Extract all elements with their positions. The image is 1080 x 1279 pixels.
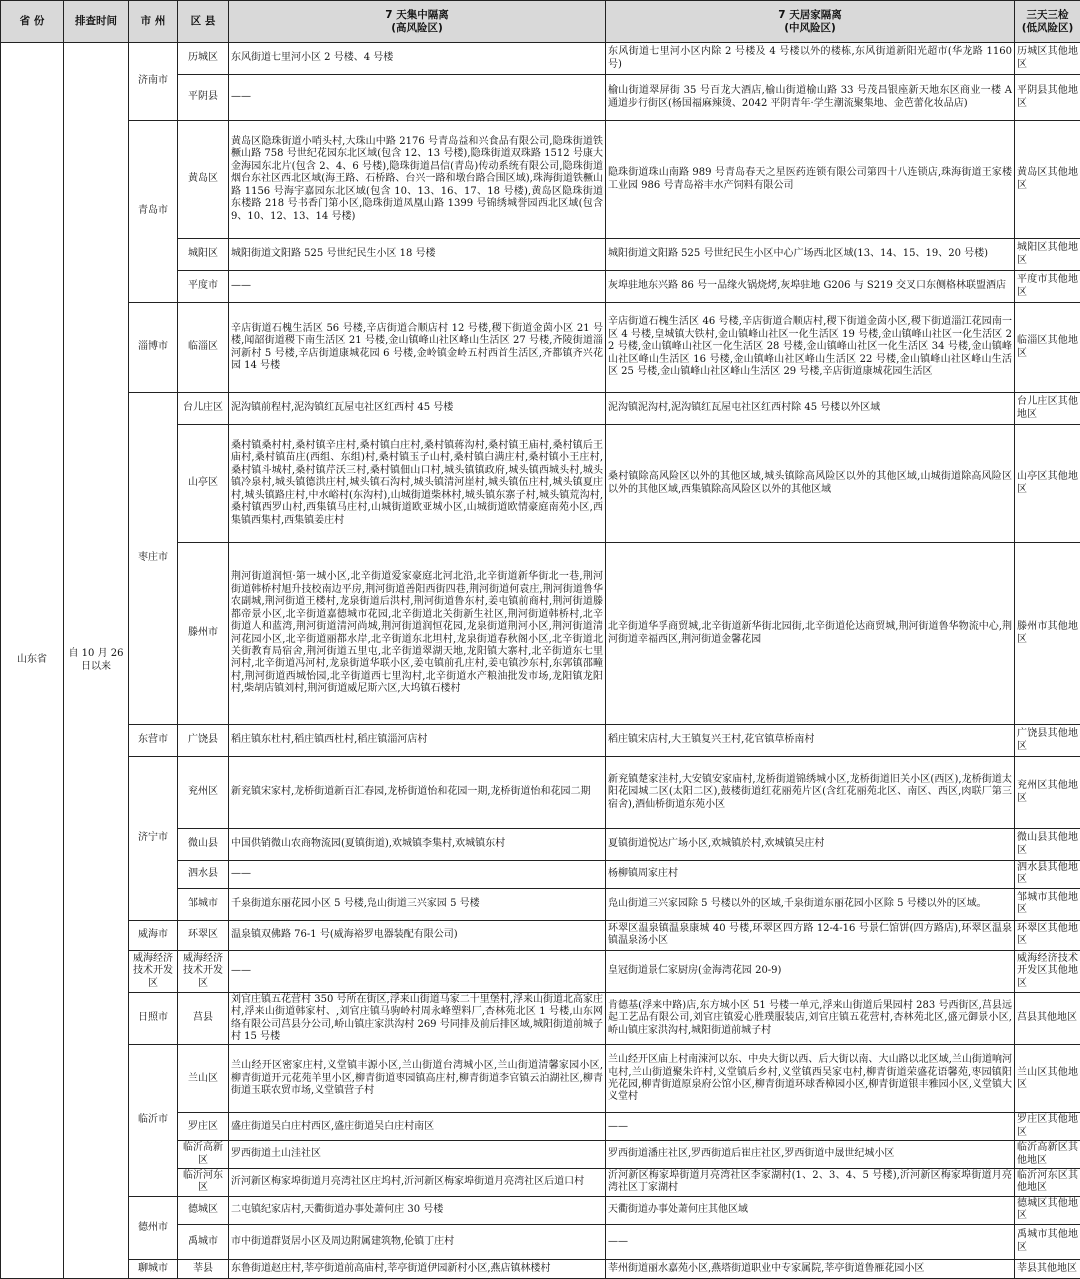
city-cell: 威海市 xyxy=(129,920,178,950)
mid-risk-cell: 桑村镇除高风险区以外的其他区域,城头镇除高风险区以外的其他区域,山城街道除高风险区以外的其他区域,西集镇除高风险区以外的其他区域 xyxy=(606,425,1015,543)
high-risk-cell: 兰山经开区密家庄村,义堂镇丰源小区,兰山街道台湾城小区,兰山街道清馨家园小区,柳青街道开元花苑羊里小区,柳青街道枣园镇高庄村,柳青街道李官镇云泊湖社区,柳青街道玉联农贸市场,义堂镇营子村 xyxy=(229,1045,606,1113)
high-risk-cell: 东风街道七里河小区 2 号楼、4 号楼 xyxy=(229,43,606,75)
district-cell: 德城区 xyxy=(178,1196,229,1224)
mid-risk-cell: 榆山街道翠屏街 35 号百龙大酒店,榆山街道榆山路 33 号茂昌银座新天地东区商业一楼 A 通道步行街区(杨国福麻辣烫、2042 平阴青年·学生潮流聚集地、金芭蕾化妆品店) xyxy=(606,75,1015,121)
header-low-risk: 三天三检 (低风险区) xyxy=(1015,1,1080,43)
city-cell: 济宁市 xyxy=(129,757,178,921)
high-risk-cell: 城阳街道文阳路 525 号世纪民生小区 18 号楼 xyxy=(229,239,606,271)
low-risk-cell: 德城区其他地区 xyxy=(1015,1196,1080,1224)
district-cell: 临淄区 xyxy=(178,303,229,393)
time-cell: 自 10 月 26 日以来 xyxy=(64,43,129,1279)
district-cell: 罗庄区 xyxy=(178,1113,229,1141)
district-cell: 平度市 xyxy=(178,271,229,303)
header-district: 区 县 xyxy=(178,1,229,43)
high-risk-cell: 黄岛区隐珠街道小哨头村,大珠山中路 2176 号青岛益和兴食品有限公司,隐珠街道铁橛山路 758 号世纪花园东北区域(包含 12、13 号楼),隐珠街道双珠路 1512 号康大金海园东北片(包含 2、4、6 号楼),隐珠街道昌信(青岛)传动系统有限公司,隐珠街道烟台东社区西北区域(海王路、石桥路、台兴一路和墩台路合围区域),珠海街道铁橛山路 1156 号海宇嘉园东北区域(包含 10、13、16、17、18 号楼),黄岛区隐珠街道东楼路 218 号书香门第小区,隐珠街道凤凰山路 1399 号锦绣城誉园西北区域(包含 9、10、12、13、14 号楼) xyxy=(229,121,606,239)
district-cell: 黄岛区 xyxy=(178,121,229,239)
low-risk-cell: 滕州市其他地区 xyxy=(1015,543,1080,725)
high-risk-cell: 刘官庄镇五花营村 350 号所在街区,浮来山街道马家二十里堡村,浮来山街道北高家庄村,浮来山街道韩家村、,刘官庄镇马驹岭村周永峰塑料厂,杏林苑北区 1 号楼,山东网络有限公司莒县分公司,峤山镇庄家洪沟村 269 号同排及前后排区域,城阳街道前城子村 15 号楼 xyxy=(229,992,606,1045)
low-risk-cell: 兖州区其他地区 xyxy=(1015,757,1080,829)
high-risk-cell: 辛店街道石槐生活区 56 号楼,辛店街道合顺店村 12 号楼,稷下街道金茵小区 21 号楼,闻韶街道稷下南生活区 21 号楼,金山镇峰山社区峰山生活区 27 号楼,齐陵街道淄河新村 5 号楼,辛店街道康城花园 6 号楼,金岭镇金岭五村西首生活区,齐都镇齐兴花园 14 号楼 xyxy=(229,303,606,393)
low-risk-cell: 城阳区其他地区 xyxy=(1015,239,1080,271)
low-risk-cell: 环翠区其他地区 xyxy=(1015,920,1080,950)
header-province: 省 份 xyxy=(1,1,64,43)
high-risk-cell: —— xyxy=(229,271,606,303)
high-risk-cell: 温泉镇双佛路 76-1 号(威海裕罗电器装配有限公司) xyxy=(229,920,606,950)
high-risk-cell: 中国供销微山农商物流园(夏镇街道),欢城镇李集村,欢城镇东村 xyxy=(229,829,606,861)
low-risk-cell: 山亭区其他地区 xyxy=(1015,425,1080,543)
table-row xyxy=(1,992,1080,1045)
district-cell: 兰山区 xyxy=(178,1045,229,1113)
high-risk-cell: 泥沟镇前程村,泥沟镇红瓦屋屯社区红西村 45 号楼 xyxy=(229,393,606,425)
low-risk-cell: 临淄区其他地区 xyxy=(1015,303,1080,393)
province-cell: 山东省 xyxy=(1,43,64,1279)
mid-risk-cell: 稻庄镇宋店村,大王镇复兴王村,花官镇草桥南村 xyxy=(606,725,1015,757)
header-mid-risk: 7 天居家隔离 (中风险区) xyxy=(606,1,1015,43)
low-risk-cell: 历城区其他地区 xyxy=(1015,43,1080,75)
mid-risk-cell: 杨柳镇周家庄村 xyxy=(606,861,1015,889)
high-risk-cell: 二屯镇纪家店村,天衢街道办事处萧何庄 30 号楼 xyxy=(229,1196,606,1224)
mid-risk-cell: 兰山经开区庙上村南涑河以东、中央大街以西、后大街以南、大山路以北区域,兰山街道响河屯村,兰山街道聚朱许村,义堂镇后乡村,义堂镇西吴家屯村,柳青街道荣盛花语馨苑,枣园镇阳光花园,柳青街道原泉府公馆小区,柳青街道环球香樟园小区,柳青街道银丰雅园小区,义堂镇大义堂村 xyxy=(606,1045,1015,1113)
mid-risk-cell: 肯德基(浮来中路)店,东方城小区 51 号楼一单元,浮来山街道后果园村 283 号西街区,莒县远起工艺品有限公司,刘官庄镇爱心胜璞服装店,刘官庄镇五花营村,杏林苑北区,盛元御景小区,峤山镇庄家洪沟村,城阳街道前城子村 xyxy=(606,992,1015,1045)
mid-risk-cell: 沂河新区梅家埠街道月亮湾社区李家湖村(1、2、3、4、5 号楼),沂河新区梅家埠街道月亮湾社区丁家湖村 xyxy=(606,1169,1015,1197)
table-row xyxy=(1,121,1080,239)
district-cell: 临沂河东区 xyxy=(178,1169,229,1197)
table-row xyxy=(1,757,1080,829)
low-risk-cell: 罗庄区其他地区 xyxy=(1015,1113,1080,1141)
table-row xyxy=(1,1045,1080,1113)
low-risk-cell: 广饶县其他地区 xyxy=(1015,725,1080,757)
table-row xyxy=(1,43,1080,75)
district-cell: 滕州市 xyxy=(178,543,229,725)
city-cell: 威海经济技术开发区 xyxy=(129,950,178,992)
high-risk-cell: 罗西街道土山洼社区 xyxy=(229,1141,606,1169)
district-cell: 泗水县 xyxy=(178,861,229,889)
low-risk-cell: 威海经济技术开发区其他地区 xyxy=(1015,950,1080,992)
district-cell: 平阴县 xyxy=(178,75,229,121)
mid-risk-cell: 东风街道七里河小区内除 2 号楼及 4 号楼以外的楼栋,东风街道新阳光超市(华龙路 1160 号) xyxy=(606,43,1015,75)
high-risk-cell: 市中街道群贤居小区及周边附属建筑物,伦镇丁庄村 xyxy=(229,1224,606,1259)
table-row xyxy=(1,393,1080,425)
city-cell: 日照市 xyxy=(129,992,178,1045)
high-risk-cell: 新兖镇宋家村,龙桥街道新百汇春园,龙桥街道怡和花园一期,龙桥街道怡和花园二期 xyxy=(229,757,606,829)
district-cell: 城阳区 xyxy=(178,239,229,271)
low-risk-cell: 莒县其他地区 xyxy=(1015,992,1080,1045)
mid-risk-cell: —— xyxy=(606,1224,1015,1259)
mid-risk-cell: 辛店街道石槐生活区 46 号楼,辛店街道合顺店村,稷下街道金茵小区,稷下街道淄江花园南一区 4 号楼,皇城镇大铁村,金山镇峰山社区一化生活区 19 号楼,金山镇峰山社区一化生活区 22 号楼,金山镇峰山社区一化生活区 28 号楼,金山镇峰山社区一化生活区 34 号楼,金山镇峰山社区峰山生活区 16 号楼,金山镇峰山社区峰山生活区 22 号楼,金山镇峰山社区峰山生活区 25 号楼,金山镇峰山社区峰山生活区 29 号楼,辛店街道康城花园生活区 xyxy=(606,303,1015,393)
district-cell: 临沂高新区 xyxy=(178,1141,229,1169)
mid-risk-cell: 罗西街道潘庄社区,罗西街道后崔庄社区,罗西街道中晟世纪城小区 xyxy=(606,1141,1015,1169)
table-row xyxy=(1,1196,1080,1224)
high-risk-cell: —— xyxy=(229,950,606,992)
low-risk-cell: 平度市其他地区 xyxy=(1015,271,1080,303)
mid-risk-cell: 环翠区温泉镇温泉康城 40 号楼,环翠区四方路 12-4-16 号景仁馆饼(四方路店),环翠区温泉镇温泉汤小区 xyxy=(606,920,1015,950)
mid-risk-cell: 城阳街道文阳路 525 号世纪民生小区中心广场西北区域(13、14、15、19、20 号楼) xyxy=(606,239,1015,271)
mid-risk-cell: 莘州街道丽水嘉苑小区,燕塔街道职业中专家属院,莘亭街道鲁雁花园小区 xyxy=(606,1259,1015,1278)
district-cell: 邹城市 xyxy=(178,888,229,920)
header-time: 排查时间 xyxy=(64,1,129,43)
header-high-risk: 7 天集中隔离 (高风险区) xyxy=(229,1,606,43)
district-cell: 威海经济技术开发区 xyxy=(178,950,229,992)
city-cell: 德州市 xyxy=(129,1196,178,1259)
low-risk-cell: 平阴县其他地区 xyxy=(1015,75,1080,121)
high-risk-cell: 桑村镇桑村村,桑村镇辛庄村,桑村镇白庄村,桑村镇蒋沟村,桑村镇王庙村,桑村镇后王庙村,桑村镇苗庄(西组、东组)村,桑村镇玉子山村,桑村镇白满庄村,桑村镇小王庄村,桑村镇斗城村,桑村镇芹沃三村,桑村镇佃山口村,城头镇镇政府,城头镇西城头村,城头镇冷泉村,城头镇德洪庄村,城头镇石沟村,城头镇清河崖村,城头镇伍庄村,城头镇夏庄村,城头镇路庄村,中水峪村(东沟村),山城街道柴林村,城头镇东寨子村,城头镇荒沟村,桑村镇西罗山村,西集镇马庄村,山城街道欧亚城小区,山城街道欧情豪庭南苑小区,西集镇西集村,西集镇姜庄村 xyxy=(229,425,606,543)
district-cell: 历城区 xyxy=(178,43,229,75)
high-risk-cell: 盛庄街道吴白庄村西区,盛庄街道吴白庄村南区 xyxy=(229,1113,606,1141)
city-cell: 青岛市 xyxy=(129,121,178,303)
table-row xyxy=(1,950,1080,992)
low-risk-cell: 兰山区其他地区 xyxy=(1015,1045,1080,1113)
mid-risk-cell: 凫山街道三兴家园除 5 号楼以外的区域,千泉街道东丽花园小区除 5 号楼以外的区域。 xyxy=(606,888,1015,920)
table-row xyxy=(1,725,1080,757)
low-risk-cell: 临沂高新区其他地区 xyxy=(1015,1141,1080,1169)
mid-risk-cell: 新兖镇楚家洼村,大安镇安家庙村,龙桥街道锦绣城小区,龙桥街道旧关小区(西区),龙桥街道太阳花园城二区(太阳二区),鼓楼街道红花丽苑片区(含红花丽苑北区、南区、西区,肉联厂第三宿舍),酒仙桥街道东苑小区 xyxy=(606,757,1015,829)
mid-risk-cell: 北辛街道华孚商贸城,北辛街道新华街北园街,北辛街道伦达商贸城,荆河街道鲁华物流中心,荆河街道幸福西区,荆河街道金馨花园 xyxy=(606,543,1015,725)
low-risk-cell: 邹城市其他地区 xyxy=(1015,888,1080,920)
low-risk-cell: 微山县其他地区 xyxy=(1015,829,1080,861)
mid-risk-cell: 泥沟镇泥沟村,泥沟镇红瓦屋屯社区红西村除 45 号楼以外区域 xyxy=(606,393,1015,425)
high-risk-cell: 千泉街道东丽花园小区 5 号楼,凫山街道三兴家园 5 号楼 xyxy=(229,888,606,920)
district-cell: 微山县 xyxy=(178,829,229,861)
high-risk-cell: 沂河新区梅家埠街道月亮湾社区庄坞村,沂河新区梅家埠街道月亮湾社区后道口村 xyxy=(229,1169,606,1197)
low-risk-cell: 台儿庄区其他地区 xyxy=(1015,393,1080,425)
district-cell: 山亭区 xyxy=(178,425,229,543)
table-row xyxy=(1,1259,1080,1278)
table-row xyxy=(1,920,1080,950)
high-risk-cell: 荆河街道润恒·第一城小区,北辛街道爱家豪庭北河北沿,北辛街道新华街北一巷,荆河街道韩桥村旭升技校南边平房,荆河街道善阳西街四巷,荆河街道何袁庄,荆河街道鲁华农副城,荆河街道王楼村,龙泉街道后洪村,荆河街道鲁东村,姜屯镇前商村,荆河街道滕都帝景小区,北辛街道嘉德城市花园,北辛街道北关街新生社区,荆河街道韩桥村,北辛街道人和蓝湾,荆河街道清河尚城,荆河街道润恒花园,龙泉街道荆河小区,荆河街道清河花园小区,北辛街道丽都水岸,北辛街道东北坦村,龙泉街道春秋阁小区,北辛街道北关街教育局宿舍,荆河街道五里屯,北辛街道翠湖天地,龙阳镇大寨村,北辛街道东七里河村,北辛街道冯河村,龙泉街道华联小区,姜屯镇前孔庄村,姜屯镇沙东村,东郭镇邵疃村,荆河街道西城怡园,北辛街道西七里沟村,北辛街道水产粮油批发市场,龙阳镇龙阳村,柴胡店镇刘村,荆河街道威尼斯六区,大坞镇石楼村 xyxy=(229,543,606,725)
low-risk-cell: 莘县其他地区 xyxy=(1015,1259,1080,1278)
mid-risk-cell: 夏镇街道悦达广场小区,欢城镇於村,欢城镇吴庄村 xyxy=(606,829,1015,861)
mid-risk-cell: 皇冠街道景仁家厨房(金海湾花园 20-9) xyxy=(606,950,1015,992)
header-city: 市 州 xyxy=(129,1,178,43)
table-row xyxy=(1,303,1080,393)
city-cell: 淄博市 xyxy=(129,303,178,393)
mid-risk-cell: 灰埠驻地东兴路 86 号一品缘火锅烧烤,灰埠驻地 G206 与 S219 交叉口东侧格林联盟酒店 xyxy=(606,271,1015,303)
city-cell: 聊城市 xyxy=(129,1259,178,1278)
low-risk-cell: 黄岛区其他地区 xyxy=(1015,121,1080,239)
high-risk-cell: —— xyxy=(229,861,606,889)
city-cell: 东营市 xyxy=(129,725,178,757)
district-cell: 兖州区 xyxy=(178,757,229,829)
low-risk-cell: 禹城市其他地区 xyxy=(1015,1224,1080,1259)
city-cell: 临沂市 xyxy=(129,1045,178,1196)
district-cell: 莘县 xyxy=(178,1259,229,1278)
district-cell: 台儿庄区 xyxy=(178,393,229,425)
low-risk-cell: 临沂河东区其他地区 xyxy=(1015,1169,1080,1197)
city-cell: 济南市 xyxy=(129,43,178,121)
mid-risk-cell: 天衢街道办事处萧何庄其他区域 xyxy=(606,1196,1015,1224)
district-cell: 广饶县 xyxy=(178,725,229,757)
city-cell: 枣庄市 xyxy=(129,393,178,725)
high-risk-cell: —— xyxy=(229,75,606,121)
mid-risk-cell: —— xyxy=(606,1113,1015,1141)
district-cell: 莒县 xyxy=(178,992,229,1045)
low-risk-cell: 泗水县其他地区 xyxy=(1015,861,1080,889)
mid-risk-cell: 隐珠街道珠山南路 989 号青岛春天之星医药连锁有限公司第四十八连锁店,珠海街道王家楼工业园 986 号青岛裕丰水产饲料有限公司 xyxy=(606,121,1015,239)
district-cell: 禹城市 xyxy=(178,1224,229,1259)
district-cell: 环翠区 xyxy=(178,920,229,950)
header-row xyxy=(1,1,1080,43)
high-risk-cell: 东鲁街道赵庄村,莘亭街道前高庙村,莘亭街道伊园新村小区,燕店镇林楼村 xyxy=(229,1259,606,1278)
high-risk-cell: 稻庄镇东杜村,稻庄镇西杜村,稻庄镇淄河店村 xyxy=(229,725,606,757)
